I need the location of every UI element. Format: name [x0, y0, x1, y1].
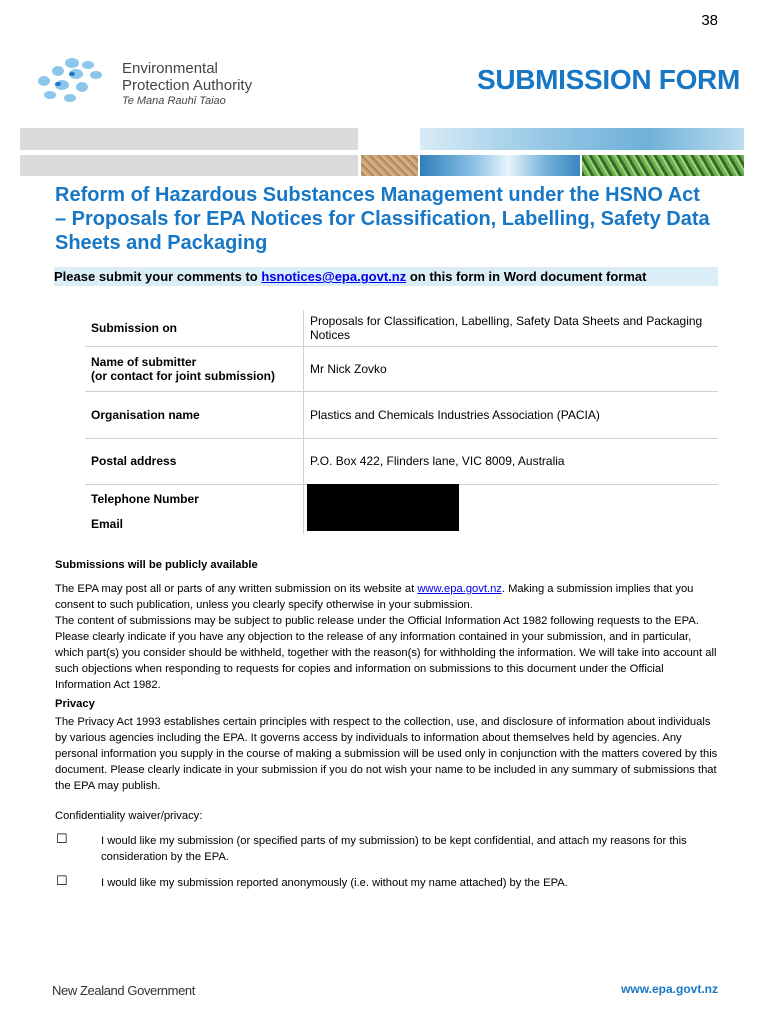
table-row: [85, 310, 718, 346]
public-paragraph-1: The EPA may post all or parts of any written submission on its website at www.epa.govt.nz. Making a submission implies that you consent to such publication, unless you clearly specify otherwise in your submission.: [55, 583, 694, 611]
document-title: Reform of Hazardous Substances Management under the HSNO Act – Proposals for EPA Notices for Classification, Labelling, Safety Data Sheets and Packaging: [55, 184, 710, 254]
row-label: Email: [91, 517, 124, 531]
table-row: [85, 391, 718, 438]
anonymous-checkbox[interactable]: ☐: [56, 873, 68, 888]
form-heading: SUBMISSION FORM: [476, 64, 740, 95]
epa-website-link[interactable]: www.epa.govt.nz: [417, 583, 502, 595]
public-paragraph-2: The content of submissions may be subject to public release under the Official Information Act 1982 following requests to the EPA. Please clearly indicate if you have any objection to the release of any information contained in your submission, and in particular, which part(s) you consider should be withheld, together with the reason(s) for withholding the information. We will take into account all such objections when responding to requests for copies and information on submissions to this document under the Official Information Act 1982.: [55, 615, 717, 691]
row-value[interactable]: Mr Nick Zovko: [304, 346, 719, 391]
submit-text: Please submit your comments to: [54, 269, 262, 284]
row-value[interactable]: Proposals for Classification, Labelling, Safety Data Sheets and Packaging Notices: [304, 310, 719, 346]
row-label: Name of submitter (or contact for joint submission): [85, 346, 304, 391]
anonymous-checkbox-label: I would like my submission reported anonymously (i.e. without my name attached) by the EPA.: [101, 877, 568, 889]
row-label: Organisation name: [85, 391, 304, 438]
table-row: [85, 438, 718, 484]
row-label: Telephone Number: [91, 492, 199, 507]
epa-logo-text: Environmental Protection Authority Te Mana Rauhī Taiao: [122, 60, 253, 107]
public-heading: Submissions will be publicly available: [55, 559, 258, 571]
sand-banner-image: [361, 155, 418, 176]
privacy-heading: Privacy: [55, 698, 95, 710]
page-number: 38: [701, 12, 718, 29]
privacy-paragraph: The Privacy Act 1993 establishes certain principles with respect to the collection, use, and disclosure of information about individuals by various agencies including the EPA. It governs access by individuals to information about themselves held by agencies. Any personal information you supply in the course of making a submission will be used only in conjunction with the matters covered by this document. Please clearly indicate in your submission if you do not wish your name to be included in any summary of submissions that the EPA may publish.: [55, 716, 718, 792]
table-row: [85, 346, 718, 391]
nz-government-logo: New Zealand Government: [52, 983, 195, 998]
water-banner-image: [420, 155, 580, 176]
header-band: [20, 155, 358, 176]
submission-email-link[interactable]: hsnotices@epa.govt.nz: [261, 269, 407, 284]
confidentiality-label: Confidentiality waiver/privacy:: [55, 810, 203, 822]
redaction-block: [307, 484, 459, 531]
confidential-checkbox[interactable]: ☐: [56, 831, 68, 846]
sky-banner-image: [420, 128, 744, 150]
row-label: Submission on: [85, 310, 304, 346]
confidential-checkbox-label: I would like my submission (or specified parts of my submission) to be kept confidential, and attach my reasons for this consideration by the EPA.: [101, 835, 687, 863]
row-value[interactable]: P.O. Box 422, Flinders lane, VIC 8009, Australia: [304, 438, 719, 484]
submit-instruction: [54, 267, 718, 286]
header-band: [20, 128, 358, 150]
submit-text: on this form in Word document format: [406, 269, 647, 284]
fern-banner-image: [582, 155, 744, 176]
row-value[interactable]: Plastics and Chemicals Industries Association (PACIA): [304, 391, 719, 438]
row-label: Postal address: [85, 438, 304, 484]
footer-website-link[interactable]: www.epa.govt.nz: [621, 982, 718, 996]
